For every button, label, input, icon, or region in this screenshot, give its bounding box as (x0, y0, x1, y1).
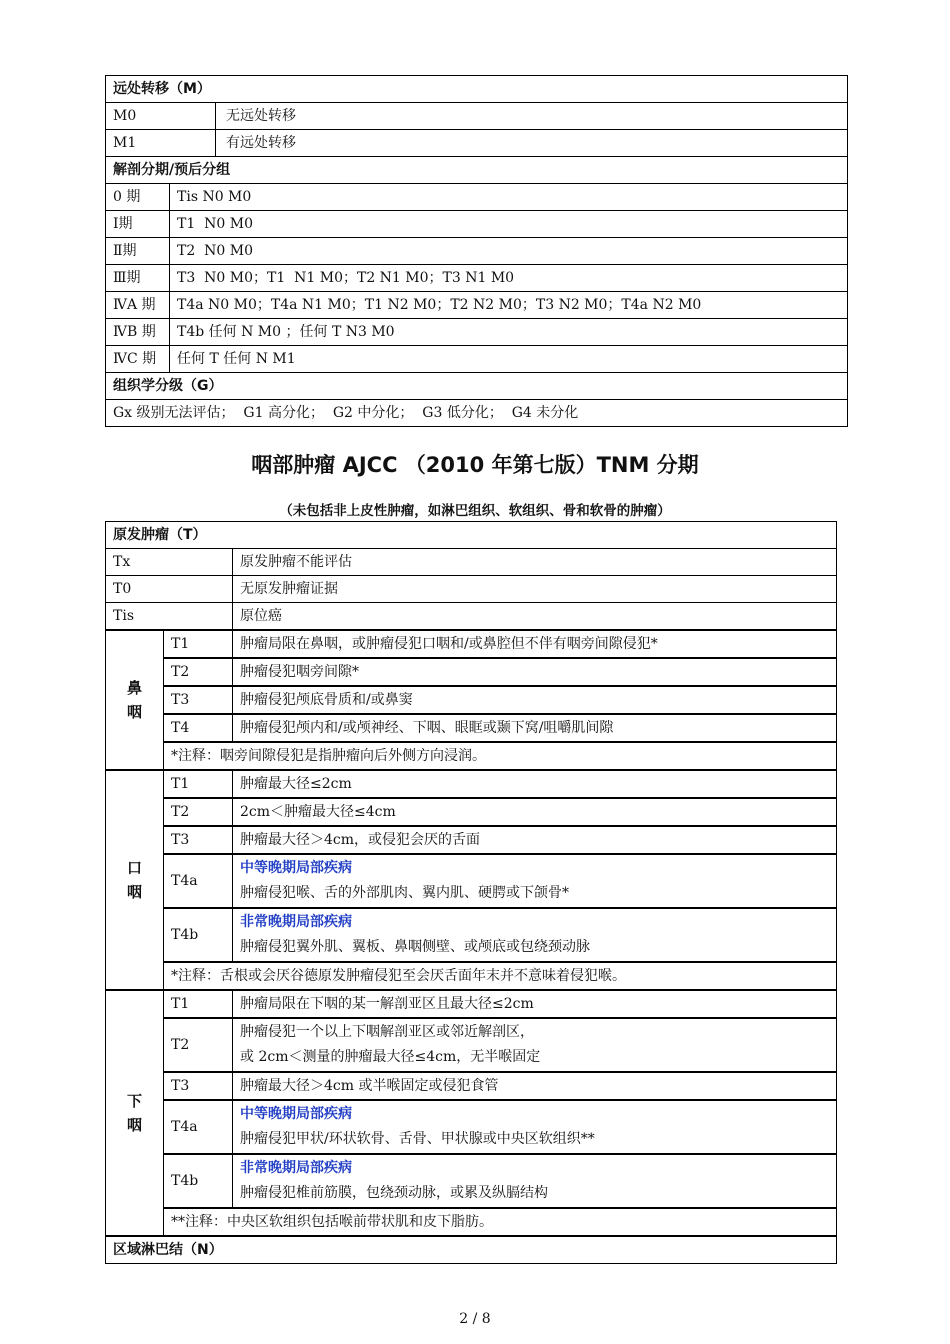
stage-label: ⅣB 期 (106, 319, 170, 346)
region-char: 下 (126, 1092, 142, 1110)
stage-label: Ⅲ期 (106, 265, 170, 292)
page-number: 2 / 8 (459, 1311, 491, 1327)
stage-groups: T1 N0 M0 (170, 211, 848, 238)
m0-desc: 无远处转移 (216, 103, 848, 130)
t-desc: 肿瘤侵犯咽旁间隙* (233, 658, 837, 686)
stage-label: Ⅱ期 (106, 238, 170, 265)
t-desc: 或 2cm＜测量的肿瘤最大径≤4cm，无半喉固定 (240, 1049, 541, 1065)
stage-groups: T4b 任何 N M0 ；任何 T N3 M0 (170, 319, 848, 346)
t-desc: 肿瘤侵犯颅内和/或颅神经、下咽、眼眶或颞下窝/咀嚼肌间隙 (233, 714, 837, 742)
t-desc: 肿瘤局限在下咽的某一解剖亚区且最大径≤2cm (233, 990, 837, 1018)
t-code: T3 (164, 1072, 233, 1100)
t-desc: 肿瘤侵犯翼外肌、翼板、鼻咽侧壁、或颅底或包绕颈动脉 (240, 939, 590, 955)
t-code: T4b (164, 908, 233, 962)
oropharynx-label (106, 770, 164, 990)
stage-groups: 任何 T 任何 N M1 (170, 346, 848, 373)
region-char: 咽 (126, 883, 142, 901)
hypopharynx-label (106, 990, 164, 1236)
t-desc-block (233, 1154, 837, 1208)
t-desc-block (233, 908, 837, 962)
stage-heading: 非常晚期局部疾病 (240, 1160, 352, 1176)
nasopharynx-label (106, 630, 164, 770)
nasopharynx-note: *注释：咽旁间隙侵犯是指肿瘤向后外侧方向浸润。 (164, 742, 837, 770)
t-desc-block (233, 1018, 837, 1072)
stage-label: ⅣC 期 (106, 346, 170, 373)
stage-label: ⅣA 期 (106, 292, 170, 319)
metastasis-header: 远处转移（M） (106, 76, 848, 103)
region-char: 鼻 (126, 679, 142, 697)
t-code: T3 (164, 686, 233, 714)
t-code: T3 (164, 826, 233, 854)
oropharynx-note: *注释：舌根或会厌谷德原发肿瘤侵犯至会厌舌面年末并不意味着侵犯喉。 (164, 962, 837, 990)
stage-groups: T3 N0 M0；T1 N1 M0；T2 N1 M0；T3 N1 M0 (170, 265, 848, 292)
t-desc: 肿瘤侵犯颅底骨质和/或鼻窦 (233, 686, 837, 714)
t-desc: 肿瘤侵犯椎前筋膜，包绕颈动脉，或累及纵膈结构 (240, 1185, 548, 1201)
tis-code: Tis (106, 603, 233, 631)
page-title: 咽部肿瘤 AJCC （2010 年第七版）TNM 分期 (251, 453, 699, 477)
stage-heading: 中等晚期局部疾病 (240, 860, 352, 876)
t-desc: 肿瘤最大径＞4cm，或侵犯会厌的舌面 (233, 826, 837, 854)
region-char: 口 (126, 859, 142, 877)
tx-desc: 原发肿瘤不能评估 (233, 549, 837, 576)
stage-groups: T2 N0 M0 (170, 238, 848, 265)
t-desc: 肿瘤侵犯喉、舌的外部肌肉、翼内肌、硬腭或下颌骨* (240, 885, 569, 901)
staging-header: 解剖分期/预后分组 (106, 157, 848, 184)
t-code: T1 (164, 770, 233, 798)
stage-groups: Tis N0 M0 (170, 184, 848, 211)
t-desc: 肿瘤侵犯一个以上下咽解剖亚区或邻近解剖区， (240, 1024, 534, 1040)
tis-desc: 原位癌 (233, 603, 837, 631)
t0-desc: 无原发肿瘤证据 (233, 576, 837, 603)
t-desc-block (233, 854, 837, 908)
t-code: T4a (164, 854, 233, 908)
regional-nodes-header: 区域淋巴结（N） (106, 1236, 837, 1264)
tx-code: Tx (106, 549, 233, 576)
t-code: T1 (164, 630, 233, 658)
stage-heading: 中等晚期局部疾病 (240, 1106, 352, 1122)
t-desc: 肿瘤侵犯甲状/环状软骨、舌骨、甲状腺或中央区软组织** (240, 1131, 595, 1147)
t-code: T4b (164, 1154, 233, 1208)
t0-code: T0 (106, 576, 233, 603)
staging-continuation-table (105, 75, 848, 427)
t-code: T2 (164, 798, 233, 826)
m1-code: M1 (106, 130, 216, 157)
t-desc: 肿瘤局限在鼻咽，或肿瘤侵犯口咽和/或鼻腔但不伴有咽旁间隙侵犯* (233, 630, 837, 658)
grade-text: Gx 级别无法评估； G1 高分化； G2 中分化； G3 低分化； G4 未分化 (106, 400, 848, 427)
primary-tumor-header: 原发肿瘤（T） (106, 522, 837, 549)
hypopharynx-note: **注释：中央区软组织包括喉前带状肌和皮下脂肪。 (164, 1208, 837, 1236)
stage-heading: 非常晚期局部疾病 (240, 914, 352, 930)
stage-label: 0 期 (106, 184, 170, 211)
t-desc: 肿瘤最大径≤2cm (233, 770, 837, 798)
m0-code: M0 (106, 103, 216, 130)
region-char: 咽 (126, 703, 142, 721)
t-code: T4 (164, 714, 233, 742)
t-code: T1 (164, 990, 233, 1018)
region-char: 咽 (126, 1116, 142, 1134)
t-desc-block (233, 1100, 837, 1154)
grade-header: 组织学分级（G） (106, 373, 848, 400)
m1-desc: 有远处转移 (216, 130, 848, 157)
stage-label: Ⅰ期 (106, 211, 170, 238)
t-code: T4a (164, 1100, 233, 1154)
t-desc: 2cm＜肿瘤最大径≤4cm (233, 798, 837, 826)
pharynx-tnm-table (105, 521, 837, 1264)
page-subtitle: （未包括非上皮性肿瘤，如淋巴组织、软组织、骨和软骨的肿瘤） (279, 503, 671, 519)
t-desc: 肿瘤最大径＞4cm 或半喉固定或侵犯食管 (233, 1072, 837, 1100)
t-code: T2 (164, 658, 233, 686)
stage-groups: T4a N0 M0；T4a N1 M0；T1 N2 M0；T2 N2 M0；T3 N2 M0；T4a N2 M0 (170, 292, 848, 319)
t-code: T2 (164, 1018, 233, 1072)
